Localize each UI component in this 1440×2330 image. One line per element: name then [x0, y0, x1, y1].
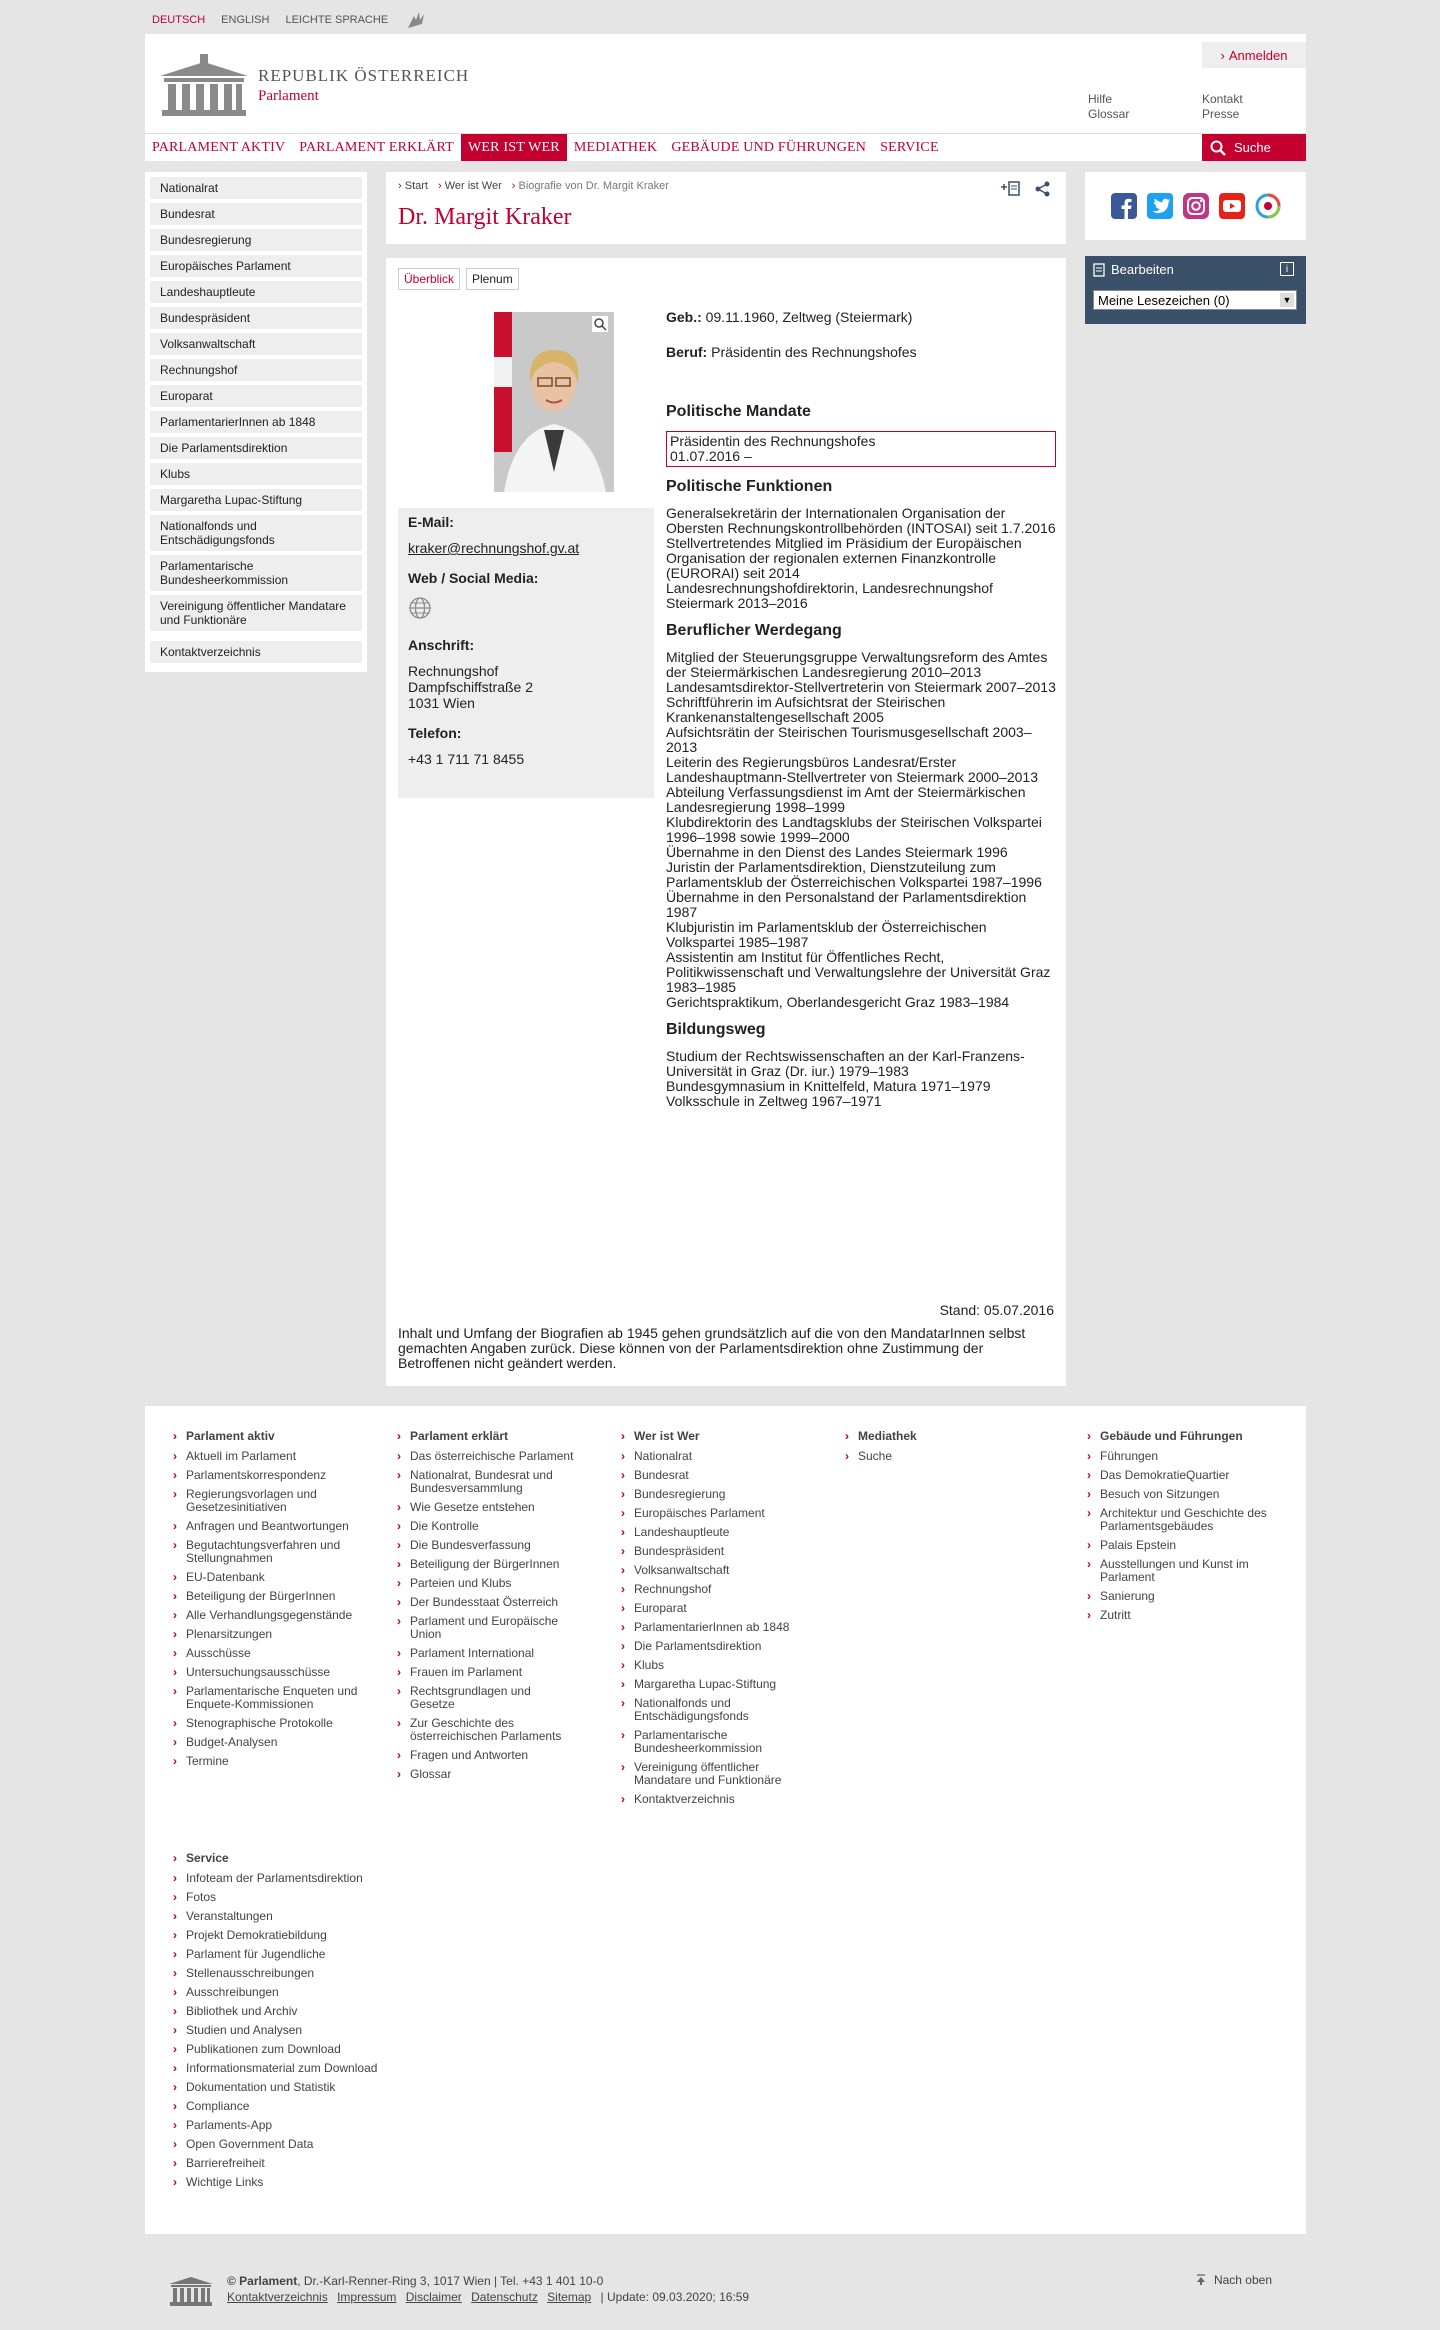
footer-column-parlament-aktiv [173, 1430, 373, 1774]
portrait-image [494, 312, 614, 492]
chevron-right-icon: › [1087, 1589, 1091, 1603]
footer-link-europaisches-parlament[interactable]: › Europäisches Parlament [621, 1506, 765, 1520]
social-media-bar [1085, 172, 1306, 240]
footer-link-parlament-und-europaische-union[interactable]: › Parlament und Europäische Union [397, 1614, 559, 1641]
functions-heading: Politische Funktionen [666, 478, 833, 495]
phone-label: Telefon: [408, 725, 462, 741]
footer-link-wichtige-links[interactable]: › Wichtige Links [173, 2175, 264, 2189]
footer-link-compliance[interactable]: › Compliance [173, 2099, 250, 2113]
bookmarks-select[interactable]: Meine Lesezeichen (0) ▼ [1093, 290, 1297, 310]
chevron-right-icon: › [173, 1627, 177, 1641]
footer-link-beteiligung-der-burgerinnen[interactable]: › Beteiligung der BürgerInnen [397, 1557, 560, 1571]
nav-wer-ist-wer[interactable]: WER IST WER [461, 134, 567, 161]
address: Rechnungshof Dampfschiffstraße 2 1031 Wien [408, 663, 534, 711]
footer-link-impressum[interactable]: Impressum [337, 2290, 397, 2304]
chevron-right-icon: › [173, 1909, 177, 1923]
chevron-right-icon: › [173, 1684, 177, 1698]
education-list [666, 1049, 1056, 1109]
sidebar-item-volksanwaltschaft[interactable]: Volksanwaltschaft [150, 333, 362, 355]
lang-english[interactable]: ENGLISH [221, 14, 270, 26]
chevron-right-icon: › [397, 1748, 401, 1762]
footer-link-beteiligung-der-burgerinnen[interactable]: › Beteiligung der BürgerInnen [173, 1589, 336, 1603]
chevron-right-icon: › [397, 1519, 401, 1533]
footer-heading-mediathek[interactable]: › Mediathek [845, 1429, 917, 1443]
bio-main-column [666, 310, 1056, 1109]
chevron-right-icon: › [397, 1684, 401, 1698]
site-logo[interactable] [160, 54, 469, 116]
footer-link-zutritt[interactable]: › Zutritt [1087, 1608, 1131, 1622]
footer-column-wer-ist-wer [621, 1430, 801, 1812]
footer-link-parlaments-app[interactable]: › Parlaments-App [173, 2118, 273, 2132]
footer-link-fotos[interactable]: › Fotos [173, 1890, 217, 1904]
sidebar-item-nationalfonds[interactable]: Nationalfonds und Entschädigungsfonds [150, 515, 362, 551]
chevron-right-icon: › [621, 1792, 625, 1806]
list-item: Studium der Rechtswissenschaften an der Karl-Franzens-Universität in Graz (Dr. iur.) 1979–1983 [666, 1048, 1025, 1079]
bookmark-icon [1093, 263, 1105, 277]
search-button[interactable]: Suche [1202, 134, 1306, 161]
bookmark-panel [1085, 256, 1306, 324]
chevron-right-icon: › [173, 2175, 177, 2189]
chevron-right-icon: › [173, 1754, 177, 1768]
footer-heading-parlament-erklart[interactable]: › Parlament erklärt [397, 1429, 509, 1443]
footer-link-parlament-fur-jugendliche[interactable]: › Parlament für Jugendliche [173, 1947, 326, 1961]
chevron-right-icon: › [621, 1582, 625, 1596]
footer-link-die-kontrolle[interactable]: › Die Kontrolle [397, 1519, 479, 1533]
chevron-right-icon: › [397, 1557, 401, 1571]
parliament-building-icon [160, 54, 248, 116]
logo-text-parlament: Parlament [258, 87, 319, 104]
footer-link-eu-datenbank[interactable]: › EU-Datenbank [173, 1570, 265, 1584]
chevron-right-icon: › [397, 1468, 401, 1482]
chevron-right-icon: › [621, 1563, 625, 1577]
bookmark-add-icon[interactable] [1000, 180, 1022, 198]
footer-column-gebaeude [1087, 1430, 1277, 1628]
breadcrumb-wer-ist-wer[interactable]: Wer ist Wer [444, 180, 502, 192]
login-button[interactable]: › Anmelden [1202, 42, 1306, 68]
footer-link-rechnungshof[interactable]: › Rechnungshof [621, 1582, 712, 1596]
chevron-right-icon: › [173, 2080, 177, 2094]
footer-link-bundesregierung[interactable]: › Bundesregierung [621, 1487, 726, 1501]
footer-link-nationalfonds-und-entschadigungsfonds[interactable]: › Nationalfonds und Entschädigungsfonds [621, 1696, 749, 1723]
breadcrumb-card [386, 172, 1066, 244]
chevron-right-icon: › [397, 1500, 401, 1514]
edit-title[interactable]: Bearbeiten [1111, 262, 1174, 277]
portrait-photo[interactable] [494, 312, 614, 492]
footer-link-dokumentation-und-statistik[interactable]: › Dokumentation und Statistik [173, 2080, 336, 2094]
parliament-building-icon [169, 2274, 213, 2306]
footer-link-termine[interactable]: › Termine [173, 1754, 229, 1768]
chevron-right-icon: › [845, 1429, 849, 1443]
sidebar-item-kontaktverzeichnis[interactable]: Kontaktverzeichnis [150, 641, 362, 663]
chevron-right-icon: › [397, 1614, 401, 1628]
chevron-right-icon: › [1220, 47, 1225, 63]
chevron-right-icon: › [397, 1595, 401, 1609]
list-item: Leiterin des Regierungsbüros Landesrat/Erster Landeshauptmann-Stellvertreter von Steiermark 2000–2013 [666, 754, 1039, 785]
breadcrumb-current: Biografie von Dr. Margit Kraker [518, 180, 669, 192]
list-item: Stellvertretendes Mitglied im Präsidium der Europäischen Organisation der regionalen externen Finanzkontrolle (EURORAI) seit 2014 [666, 535, 1022, 581]
chevron-right-icon: › [173, 1449, 177, 1463]
chevron-right-icon: › [621, 1544, 625, 1558]
footer-column-service [173, 1852, 413, 2195]
footer-link-alle-verhandlungsgegenstande[interactable]: › Alle Verhandlungsgegenstände [173, 1608, 353, 1622]
meta-links-left [1088, 92, 1129, 122]
footer-link-das-osterreichische-parlament[interactable]: › Das österreichische Parlament [397, 1449, 574, 1463]
list-item: Volksschule in Zeltweg 1967–1971 [666, 1093, 882, 1109]
email-link[interactable]: kraker@rechnungshof.gv.at [408, 540, 580, 556]
chevron-right-icon: › [621, 1468, 625, 1482]
sidebar-item-nationalrat[interactable]: Nationalrat [150, 177, 362, 199]
nav-parlament-aktiv[interactable]: PARLAMENT AKTIV [152, 139, 286, 155]
footer-link-budget-analysen[interactable]: › Budget-Analysen [173, 1735, 278, 1749]
chevron-right-icon: › [621, 1506, 625, 1520]
profession-info: Beruf: Präsidentin des Rechnungshofes [666, 344, 917, 360]
instagram-icon[interactable] [1183, 193, 1209, 219]
footer-heading-gebaude-und-fuhrungen[interactable]: › Gebäude und Führungen [1087, 1429, 1243, 1443]
chevron-right-icon: › [1087, 1429, 1091, 1443]
lang-deutsch[interactable]: DEUTSCH [152, 14, 206, 26]
footer-link-ausstellungen-und-kunst-im-parlament[interactable]: › Ausstellungen und Kunst im Parlament [1087, 1557, 1249, 1584]
chevron-right-icon: › [397, 1576, 401, 1590]
language-bar [152, 12, 428, 28]
footer-link-kontaktverzeichnis[interactable]: Kontaktverzeichnis [227, 2290, 328, 2304]
list-item: Generalsekretärin der Internationalen Organisation der Obersten Rechnungskontrollbehörden (INTOSAI) seit 1.7.2016 [666, 505, 1056, 536]
footer-link-frauen-im-parlament[interactable]: › Frauen im Parlament [397, 1665, 523, 1679]
footer-link-bundesrat[interactable]: › Bundesrat [621, 1468, 689, 1482]
career-heading: Beruflicher Werdegang [666, 622, 842, 639]
list-item: Aufsichtsrätin der Steirischen Tourismusgesellschaft 2003–2013 [666, 724, 1032, 755]
footer-link-kontaktverzeichnis[interactable]: › Kontaktverzeichnis [621, 1792, 735, 1806]
meta-links-right [1202, 92, 1243, 122]
footer-link-parteien-und-klubs[interactable]: › Parteien und Klubs [397, 1576, 512, 1590]
sidebar-item-rechnungshof[interactable]: Rechnungshof [150, 359, 362, 381]
chevron-right-icon: › [621, 1525, 625, 1539]
footer-link-plenarsitzungen[interactable]: › Plenarsitzungen [173, 1627, 273, 1641]
youtube-icon[interactable] [1219, 193, 1245, 219]
footer-link-anfragen-und-beantwortungen[interactable]: › Anfragen und Beantwortungen [173, 1519, 349, 1533]
chevron-right-icon: › [173, 1646, 177, 1660]
chevron-right-icon: › [173, 2156, 177, 2170]
footer-link-stenographische-protokolle[interactable]: › Stenographische Protokolle [173, 1716, 333, 1730]
chevron-right-icon: › [173, 1468, 177, 1482]
chevron-right-icon: › [173, 1519, 177, 1533]
chevron-right-icon: › [173, 1851, 177, 1865]
chevron-right-icon: › [173, 2137, 177, 2151]
bookmark-panel-header [1093, 262, 1174, 277]
footer-link-ausschreibungen[interactable]: › Ausschreibungen [173, 1985, 279, 1999]
page-title: Dr. Margit Kraker [398, 204, 572, 230]
chevron-right-icon: › [173, 2042, 177, 2056]
footer-link-palais-epstein[interactable]: › Palais Epstein [1087, 1538, 1177, 1552]
list-item: Bundesgymnasium in Knittelfeld, Matura 1971–1979 [666, 1078, 991, 1094]
biography-content [386, 258, 1066, 1386]
chevron-right-icon: › [397, 1716, 401, 1730]
chevron-right-icon: › [621, 1677, 625, 1691]
list-item: Juristin der Parlamentsdirektion, Dienstzuteilung zum Parlamentsklub der Österreichischen Volkspartei 1987–1996 [666, 859, 1042, 890]
footer-link-parlament-international[interactable]: › Parlament International [397, 1646, 535, 1660]
sidebar-item-bundesregierung[interactable]: Bundesregierung [150, 229, 362, 251]
update-date: | Update: 09.03.2020; 16:59 [600, 2290, 750, 2304]
chevron-right-icon: › [173, 1665, 177, 1679]
chevron-right-icon: › [621, 1639, 625, 1653]
chevron-right-icon: › [621, 1728, 625, 1742]
contact-box [398, 508, 654, 798]
footer-link-ausschusse[interactable]: › Ausschüsse [173, 1646, 251, 1660]
list-item: Übernahme in den Dienst des Landes Steiermark 1996 [666, 844, 1008, 860]
chevron-right-icon: › [173, 1871, 177, 1885]
footer-link-suche[interactable]: › Suche [845, 1449, 893, 1463]
footer-link-fuhrungen[interactable]: › Führungen [1087, 1449, 1159, 1463]
footer-link-wie-gesetze-entstehen[interactable]: › Wie Gesetze entstehen [397, 1500, 535, 1514]
sidebar-navigation [145, 172, 367, 672]
sidebar-item-bundesrat[interactable]: Bundesrat [150, 203, 362, 225]
footer-link-untersuchungsausschusse[interactable]: › Untersuchungsausschüsse [173, 1665, 331, 1679]
list-item: Gerichtspraktikum, Oberlandesgericht Graz 1983–1984 [666, 994, 1010, 1010]
sidebar-item-klubs[interactable]: Klubs [150, 463, 362, 485]
footer-link-veranstaltungen[interactable]: › Veranstaltungen [173, 1909, 273, 1923]
footer-link-parlamentarische-enqueten-und-enquete-kommissionen[interactable]: › Parlamentarische Enqueten und Enquete-Kommissionen [173, 1684, 358, 1711]
footer-link-open-government-data[interactable]: › Open Government Data [173, 2137, 314, 2151]
list-item: Landesrechnungshofdirektorin, Landesrechnungshof Steiermark 2013–2016 [666, 580, 993, 611]
bottom-bar [145, 2250, 1306, 2330]
footer-link-bibliothek-und-archiv[interactable]: › Bibliothek und Archiv [173, 2004, 298, 2018]
footer-link-die-bundesverfassung[interactable]: › Die Bundesverfassung [397, 1538, 531, 1552]
phone-value: +43 1 711 71 8455 [408, 751, 525, 767]
footer-link-glossar[interactable]: › Glossar [397, 1767, 452, 1781]
footer-info [227, 2273, 749, 2305]
main-navigation [145, 133, 1306, 161]
footer-link-fragen-und-antworten[interactable]: › Fragen und Antworten [397, 1748, 529, 1762]
sign-language-icon[interactable] [404, 10, 428, 30]
chevron-right-icon: › [173, 1589, 177, 1603]
chevron-right-icon: › [173, 1716, 177, 1730]
footer-heading-service[interactable]: › Service [173, 1851, 229, 1865]
breadcrumb [398, 180, 669, 192]
back-to-top-link[interactable]: Nach oben [1196, 2273, 1272, 2287]
sidebar-item-parlamentarierinnen[interactable]: ParlamentarierInnen ab 1848 [150, 411, 362, 433]
footer-link-besuch-von-sitzungen[interactable]: › Besuch von Sitzungen [1087, 1487, 1220, 1501]
footer-heading-parlament-aktiv[interactable]: › Parlament aktiv [173, 1429, 275, 1443]
footer-link-volksanwaltschaft[interactable]: › Volksanwaltschaft [621, 1563, 730, 1577]
list-item: Assistentin am Institut für Öffentliches Recht, Politikwissenschaft und Verwaltungslehre der Universität Graz 1983–1985 [666, 949, 1051, 995]
list-item: Klubjuristin im Parlamentsklub der Österreichischen Volkspartei 1985–1987 [666, 919, 987, 950]
footer-link-klubs[interactable]: › Klubs [621, 1658, 665, 1672]
footer-link-die-parlamentsdirektion[interactable]: › Die Parlamentsdirektion [621, 1639, 762, 1653]
footer-address: , Dr.-Karl-Renner-Ring 3, 1017 Wien | Tel. +43 1 401 10-0 [297, 2274, 604, 2288]
mandates-heading: Politische Mandate [666, 403, 811, 420]
footer-link-begutachtungsverfahren-und-stellungnahmen[interactable]: › Begutachtungsverfahren und Stellungnahmen [173, 1538, 341, 1565]
chevron-right-icon: › [621, 1658, 625, 1672]
chevron-right-icon: › [173, 1947, 177, 1961]
disclaimer: Inhalt und Umfang der Biografien ab 1945 gehen grundsätzlich auf die von den MandatarInnen selbst gemachten Angaben zurück. Diese können von der Parlamentsdirektion ohne Zustimmung der Betroffenen nicht geändert werden. [398, 1325, 1026, 1371]
link-kontakt[interactable]: Kontakt [1202, 92, 1243, 106]
sidebar-item-europaeisches-parlament[interactable]: Europäisches Parlament [150, 255, 362, 277]
footer-link-der-bundesstaat-osterreich[interactable]: › Der Bundesstaat Österreich [397, 1595, 559, 1609]
chevron-right-icon: › [621, 1620, 625, 1634]
list-item: Schriftführerin im Aufsichtsrat der Steirischen Krankenanstaltengesellschaft 2005 [666, 694, 946, 725]
footer-link-stellenausschreibungen[interactable]: › Stellenausschreibungen [173, 1966, 315, 1980]
chevron-right-icon: › [173, 2023, 177, 2037]
sidebar-item-bundesheerkommission[interactable]: Parlamentarische Bundesheerkommission [150, 555, 362, 591]
site-footer [145, 1406, 1306, 2234]
chevron-right-icon: › [173, 1570, 177, 1584]
chevron-right-icon: › [173, 2099, 177, 2113]
footer-link-rechtsgrundlagen-und-gesetze[interactable]: › Rechtsgrundlagen und Gesetze [397, 1684, 531, 1711]
breadcrumb-start[interactable]: Start [404, 180, 428, 192]
functions-list [666, 506, 1056, 611]
chevron-right-icon: › [1087, 1506, 1091, 1520]
link-glossar[interactable]: Glossar [1088, 107, 1130, 121]
list-item: Abteilung Verfassungsdienst im Amt der Steiermärkischen Landesregierung 1998–1999 [666, 784, 1026, 815]
footer-link-architektur-und-geschichte-des-parlamentsgebaudes[interactable]: › Architektur und Geschichte des Parlamentsgebäudes [1087, 1506, 1267, 1533]
site-header [145, 34, 1306, 161]
page-actions [1000, 180, 1052, 198]
footer-link-sitemap[interactable]: Sitemap [547, 2290, 592, 2304]
footer-link-bundesprasident[interactable]: › Bundespräsident [621, 1544, 725, 1558]
chevron-right-icon: › [397, 1538, 401, 1552]
footer-column-parlament-erklaert [397, 1430, 577, 1787]
chevron-right-icon: › [173, 1608, 177, 1622]
chevron-right-icon: › [621, 1601, 625, 1615]
chevron-right-icon: › [1087, 1557, 1091, 1571]
stand-date: Stand: 05.07.2016 [939, 1302, 1054, 1318]
chevron-right-icon: › [173, 2118, 177, 2132]
mandate-box: Präsidentin des Rechnungshofes 01.07.2016 – [666, 431, 1056, 467]
tab-bar [398, 268, 519, 290]
chevron-right-icon: › [511, 180, 519, 192]
footer-link-studien-und-analysen[interactable]: › Studien und Analysen [173, 2023, 303, 2037]
footer-link-das-demokratiequartier[interactable]: › Das DemokratieQuartier [1087, 1468, 1230, 1482]
nav-mediathek[interactable]: MEDIATHEK [573, 139, 658, 155]
footer-link-landeshauptleute[interactable]: › Landeshauptleute [621, 1525, 730, 1539]
address-label: Anschrift: [408, 637, 475, 653]
list-item: Übernahme in den Personalstand der Parlamentsdirektion 1987 [666, 889, 1027, 920]
lang-leichte-sprache[interactable]: LEICHTE SPRACHE [285, 14, 389, 26]
tab-plenum[interactable]: Plenum [466, 268, 519, 290]
chevron-right-icon: › [437, 180, 445, 192]
link-presse[interactable]: Presse [1202, 107, 1240, 121]
chevron-right-icon: › [173, 1538, 177, 1552]
copyright: © Parlament [227, 2274, 298, 2288]
chevron-right-icon: › [621, 1449, 625, 1463]
chevron-right-icon: › [621, 1487, 625, 1501]
twitter-icon[interactable] [1147, 193, 1173, 219]
chevron-right-icon: › [173, 1429, 177, 1443]
footer-link-aktuell-im-parlament[interactable]: › Aktuell im Parlament [173, 1449, 297, 1463]
sidebar-item-lupac-stiftung[interactable]: Margaretha Lupac-Stiftung [150, 489, 362, 511]
chevron-right-icon: › [621, 1760, 625, 1774]
footer-link-sanierung[interactable]: › Sanierung [1087, 1589, 1155, 1603]
nav-gebaeude-und-fuehrungen[interactable]: GEBÄUDE UND FÜHRUNGEN [671, 139, 867, 155]
footer-link-parlamentarische-bundesheerkommission[interactable]: › Parlamentarische Bundesheerkommission [621, 1728, 763, 1755]
footer-link-publikationen-zum-download[interactable]: › Publikationen zum Download [173, 2042, 341, 2056]
footer-link-projekt-demokratiebildung[interactable]: › Projekt Demokratiebildung [173, 1928, 327, 1942]
footer-column-mediathek [845, 1430, 1005, 1469]
chevron-right-icon: › [173, 1966, 177, 1980]
tab-ueberblick[interactable]: Überblick [398, 268, 460, 290]
list-item: Landesamtsdirektor-Stellvertreterin von Steiermark 2007–2013 [666, 679, 1056, 695]
footer-link-vereinigung-offentlicher-mandatare-und-funktionare[interactable]: › Vereinigung öffentlicher Mandatare und Funktionäre [621, 1760, 782, 1787]
chevron-right-icon: › [397, 1665, 401, 1679]
sidebar-item-vereinigung[interactable]: Vereinigung öffentlicher Mandatare und Funktionäre [150, 595, 362, 631]
chevron-right-icon: › [621, 1429, 625, 1443]
facebook-icon[interactable] [1111, 193, 1137, 219]
footer-link-barrierefreiheit[interactable]: › Barrierefreiheit [173, 2156, 265, 2170]
share-icon[interactable] [1034, 180, 1052, 198]
chevron-right-icon: › [397, 1646, 401, 1660]
footer-link-infoteam-der-parlamentsdirektion[interactable]: › Infoteam der Parlamentsdirektion [173, 1871, 363, 1885]
sidebar-item-landeshauptleute[interactable]: Landeshauptleute [150, 281, 362, 303]
sidebar-item-bundespraesident[interactable]: Bundespräsident [150, 307, 362, 329]
arrow-up-icon [1196, 2274, 1206, 2286]
footer-link-datenschutz[interactable]: Datenschutz [471, 2290, 538, 2304]
link-hilfe[interactable]: Hilfe [1088, 92, 1113, 106]
chevron-right-icon: › [173, 1928, 177, 1942]
education-heading: Bildungsweg [666, 1021, 766, 1038]
chevron-right-icon: › [621, 1696, 625, 1710]
chevron-right-icon: › [173, 1487, 177, 1501]
chevron-right-icon: › [173, 1890, 177, 1904]
nav-service[interactable]: SERVICE [880, 139, 939, 155]
career-list [666, 650, 1056, 1010]
app-icon[interactable] [1255, 193, 1281, 219]
footer-link-nationalrat[interactable]: › Nationalrat [621, 1449, 693, 1463]
dropdown-arrow-icon: ▼ [1280, 293, 1294, 307]
footer-link-parlamentskorrespondenz[interactable]: › Parlamentskorrespondenz [173, 1468, 327, 1482]
chevron-right-icon: › [398, 180, 405, 192]
info-icon[interactable]: i [1280, 262, 1294, 276]
footer-link-disclaimer[interactable]: Disclaimer [405, 2290, 462, 2304]
globe-icon[interactable] [408, 596, 432, 620]
chevron-right-icon: › [397, 1767, 401, 1781]
search-icon [1210, 140, 1226, 156]
chevron-right-icon: › [1087, 1538, 1091, 1552]
footer-link-regierungsvorlagen-und-gesetzesinitiativen[interactable]: › Regierungsvorlagen und Gesetzesinitiativen [173, 1487, 317, 1514]
sidebar-item-parlamentsdirektion[interactable]: Die Parlamentsdirektion [150, 437, 362, 459]
chevron-right-icon: › [173, 1735, 177, 1749]
logo-text-republik: REPUBLIK ÖSTERREICH [258, 65, 470, 85]
birth-info: Geb.: 09.11.1960, Zeltweg (Steiermark) [666, 309, 913, 325]
nav-parlament-erklaert[interactable]: PARLAMENT ERKLÄRT [299, 139, 454, 155]
footer-link-margaretha-lupac-stiftung[interactable]: › Margaretha Lupac-Stiftung [621, 1677, 777, 1691]
chevron-right-icon: › [1087, 1608, 1091, 1622]
chevron-right-icon: › [1087, 1487, 1091, 1501]
sidebar-item-europarat[interactable]: Europarat [150, 385, 362, 407]
zoom-icon[interactable] [592, 316, 608, 332]
chevron-right-icon: › [845, 1449, 849, 1463]
chevron-right-icon: › [173, 2061, 177, 2075]
footer-link-europarat[interactable]: › Europarat [621, 1601, 687, 1615]
email-label: E-Mail: [408, 514, 454, 530]
footer-heading-wer-ist-wer[interactable]: › Wer ist Wer [621, 1429, 700, 1443]
chevron-right-icon: › [1087, 1468, 1091, 1482]
list-item: Klubdirektorin des Landtagsklubs der Steirischen Volkspartei 1996–1998 sowie 1999–2000 [666, 814, 1042, 845]
footer-link-parlamentarierinnen-ab-1848[interactable]: › ParlamentarierInnen ab 1848 [621, 1620, 790, 1634]
chevron-right-icon: › [173, 2004, 177, 2018]
chevron-right-icon: › [1087, 1449, 1091, 1463]
footer-link-informationsmaterial-zum-download[interactable]: › Informationsmaterial zum Download [173, 2061, 378, 2075]
footer-link-nationalrat-bundesrat-und-bundesversammlung[interactable]: › Nationalrat, Bundesrat und Bundesversammlung [397, 1468, 553, 1495]
web-label: Web / Social Media: [408, 570, 539, 586]
chevron-right-icon: › [397, 1449, 401, 1463]
chevron-right-icon: › [173, 1985, 177, 1999]
list-item: Mitglied der Steuerungsgruppe Verwaltungsreform des Amtes der Steiermärkischen Landesregierung 2010–2013 [666, 649, 1048, 680]
footer-link-zur-geschichte-des-osterreichischen-parlaments[interactable]: › Zur Geschichte des österreichischen Parlaments [397, 1716, 562, 1743]
chevron-right-icon: › [397, 1429, 401, 1443]
